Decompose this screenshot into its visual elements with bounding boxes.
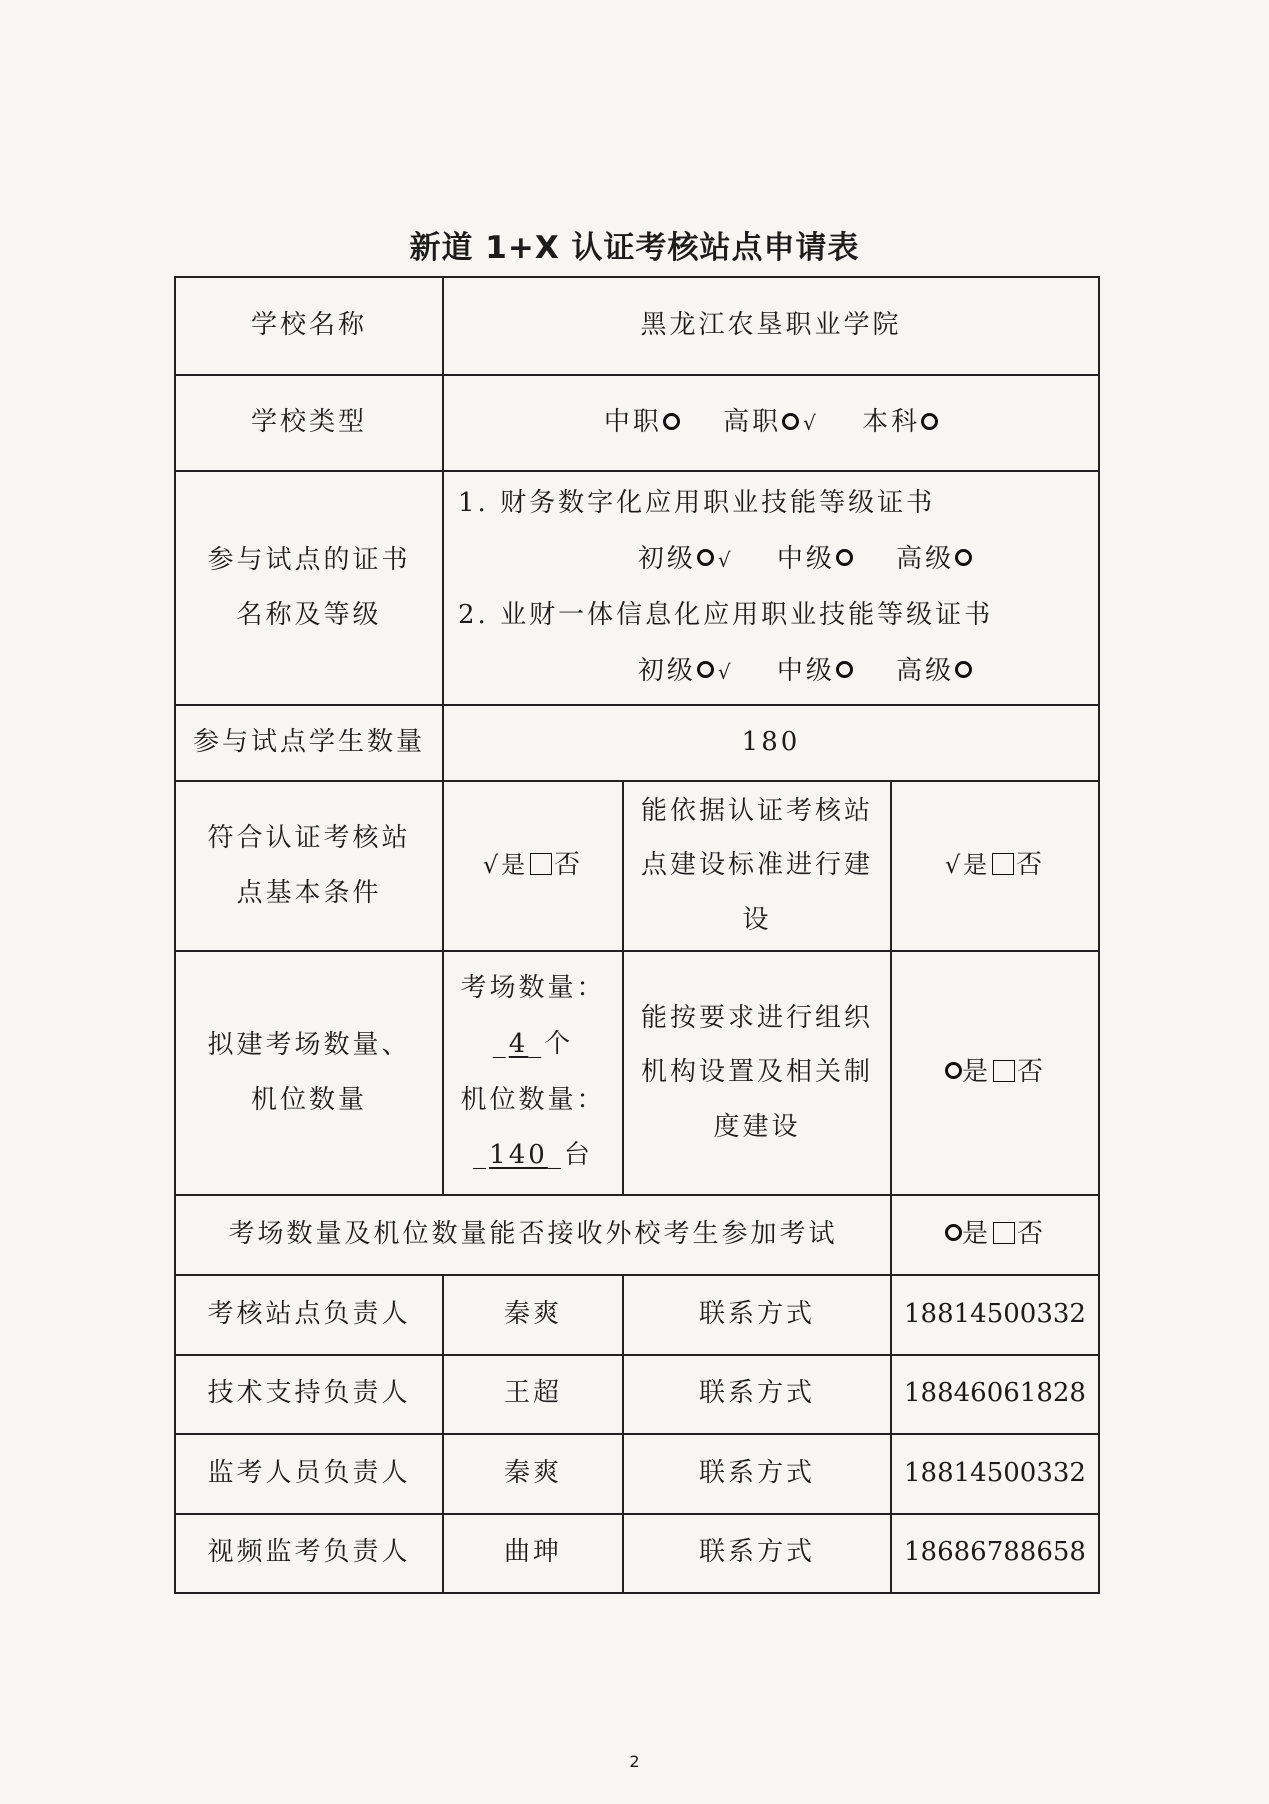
room-count-value[interactable]: 4	[508, 1028, 529, 1059]
option-benke[interactable]: 本科	[862, 407, 938, 437]
contact-method-label: 联系方式	[623, 1434, 891, 1514]
external-label: 考场数量及机位数量能否接收外校考生参加考试	[175, 1195, 891, 1275]
build-standard-label: 能依据认证考核站点建设标准进行建设	[623, 781, 891, 951]
radio-circle-icon	[663, 413, 680, 430]
certificates-list	[443, 471, 1099, 705]
contact-phone: 18814500332	[891, 1434, 1099, 1514]
seat-count-value[interactable]: 140	[489, 1140, 548, 1171]
contact-row	[175, 1434, 1099, 1514]
row-basic-conditions	[175, 781, 1099, 951]
contact-name: 王超	[443, 1355, 623, 1434]
checkbox-empty-icon	[993, 1060, 1015, 1082]
checkbox-empty-icon	[993, 1222, 1015, 1244]
page-number: 2	[629, 1752, 640, 1771]
contact-role: 考核站点负责人	[175, 1275, 443, 1355]
school-name-label: 学校名称	[175, 277, 443, 375]
checkmark-icon: √	[803, 411, 819, 436]
radio-circle-icon	[945, 1062, 962, 1079]
build-standard-answer[interactable]: √是 否	[891, 781, 1099, 951]
radio-circle-icon	[921, 413, 938, 430]
form-title: 新道 1+X 认证考核站点申请表	[409, 230, 860, 266]
contact-method-label: 联系方式	[623, 1355, 891, 1434]
contact-phone: 18846061828	[891, 1355, 1099, 1434]
checkbox-empty-icon	[530, 853, 552, 875]
radio-circle-icon	[836, 549, 853, 566]
contact-phone: 18814500332	[891, 1275, 1099, 1355]
certificate-1-levels	[458, 532, 1092, 588]
row-rooms	[175, 951, 1099, 1195]
contact-role: 视频监考负责人	[175, 1514, 443, 1593]
school-type-label: 学校类型	[175, 375, 443, 471]
contact-row	[175, 1275, 1099, 1355]
certificate-1-name: 1. 财务数字化应用职业技能等级证书	[458, 488, 936, 518]
checkbox-empty-icon	[992, 853, 1014, 875]
certificate-2-name: 2. 业财一体信息化应用职业技能等级证书	[458, 599, 994, 630]
application-form-table	[174, 276, 1100, 1594]
radio-circle-icon	[697, 549, 714, 566]
school-type-options	[443, 375, 1099, 471]
radio-circle-icon	[836, 661, 853, 678]
row-certificates	[175, 471, 1099, 705]
rooms-label: 拟建考场数量、机位数量	[175, 951, 443, 1195]
certificates-label: 参与试点的证书名称及等级	[175, 471, 443, 705]
level-1-primary[interactable]: 初级 √	[637, 543, 734, 574]
checkmark-icon: √	[717, 547, 734, 572]
student-count-label: 参与试点学生数量	[175, 705, 443, 781]
radio-circle-icon	[782, 413, 799, 430]
student-count-value: 180	[443, 705, 1099, 781]
contact-name: 曲珅	[443, 1514, 623, 1593]
checkmark-icon: √	[717, 659, 734, 684]
school-name-value: 黑龙江农垦职业学院	[443, 277, 1099, 375]
level-2-primary[interactable]: 初级 √	[637, 655, 734, 686]
contact-method-label: 联系方式	[623, 1514, 891, 1593]
contact-row	[175, 1514, 1099, 1593]
basic-conditions-answer[interactable]: √是 否	[443, 781, 623, 951]
row-student-count	[175, 705, 1099, 781]
rooms-values	[443, 951, 623, 1195]
seat-count-label: 机位数量：	[460, 1084, 606, 1115]
option-zhongzhi[interactable]: 中职	[604, 407, 680, 437]
contact-role: 监考人员负责人	[175, 1434, 443, 1514]
room-count-label: 考场数量：	[460, 972, 606, 1003]
row-school-name	[175, 277, 1099, 375]
basic-conditions-label: 符合认证考核站点基本条件	[175, 781, 443, 951]
level-1-advanced[interactable]: 高级	[896, 544, 972, 574]
option-gaozhi[interactable]: 高职 √	[723, 407, 819, 438]
contact-phone: 18686788658	[891, 1514, 1099, 1593]
level-1-intermediate[interactable]: 中级	[777, 544, 853, 574]
contact-role: 技术支持负责人	[175, 1355, 443, 1434]
radio-circle-icon	[955, 661, 972, 678]
org-setup-label: 能按要求进行组织机构设置及相关制度建设	[623, 951, 891, 1195]
contact-name: 秦爽	[443, 1275, 623, 1355]
level-2-intermediate[interactable]: 中级	[777, 656, 853, 686]
external-answer[interactable]: 是 否	[891, 1195, 1099, 1275]
org-setup-answer[interactable]: 是 否	[891, 951, 1099, 1195]
contact-row	[175, 1355, 1099, 1434]
seat-count-line: _140_台	[473, 1140, 593, 1171]
level-2-advanced[interactable]: 高级	[896, 656, 972, 686]
contact-method-label: 联系方式	[623, 1275, 891, 1355]
room-count-line: _4_个	[492, 1028, 574, 1059]
row-school-type	[175, 375, 1099, 471]
radio-circle-icon	[945, 1224, 962, 1241]
radio-circle-icon	[697, 661, 714, 678]
row-external	[175, 1195, 1099, 1275]
certificate-2-levels	[458, 644, 1092, 700]
radio-circle-icon	[955, 549, 972, 566]
contact-name: 秦爽	[443, 1434, 623, 1514]
